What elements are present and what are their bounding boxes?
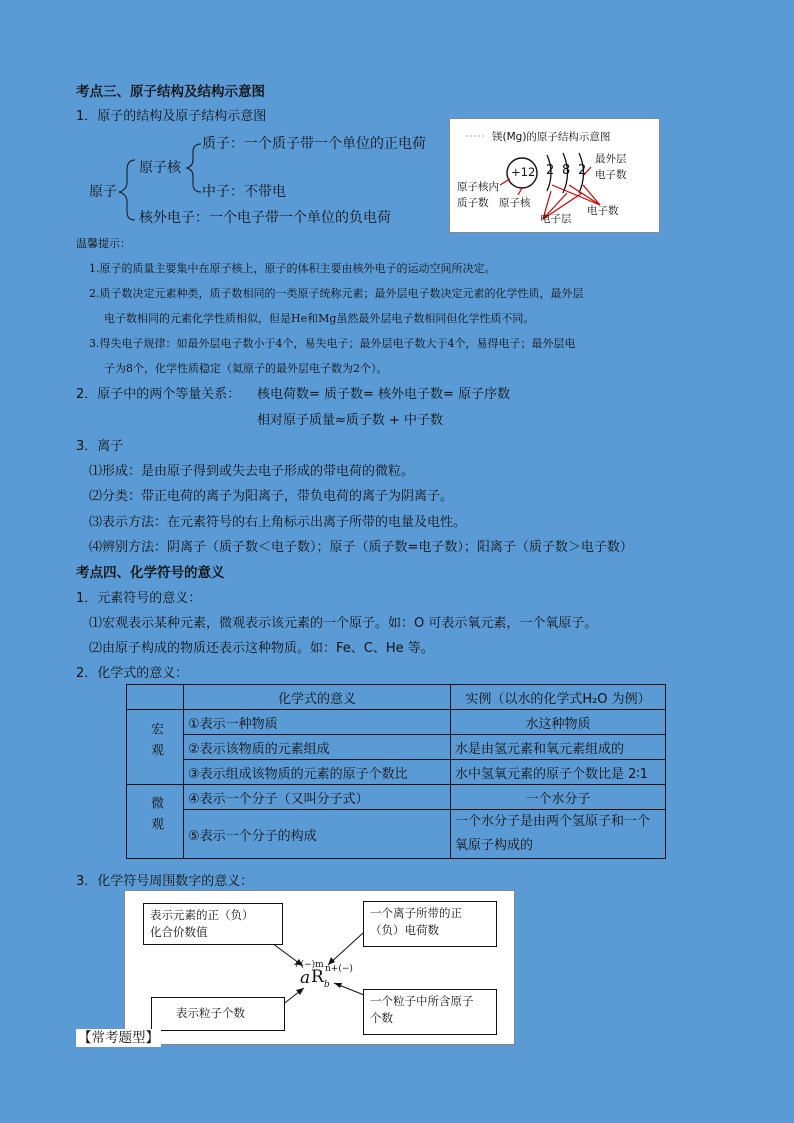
tips-title: 温馨提示： xyxy=(76,237,131,250)
table-row xyxy=(127,810,666,859)
table-cell-example: 水这种物质 xyxy=(451,710,666,735)
box-atom-count: 一个粒子中所含原子 个数 xyxy=(363,989,497,1035)
mg-diagram-title: 镁(Mg)的原子结构示意图 xyxy=(492,131,611,143)
table-row xyxy=(127,785,666,810)
electron-text: 核外电子：一个电子带一个单位的负电荷 xyxy=(139,210,391,226)
tips-line-1: 1.原子的质量主要集中在原子核上，原子的体积主要由核外电子的运动空间所决定。 xyxy=(89,262,496,275)
tips-line-3a: 3.得失电子规律：如最外层电子数小于4个，易失电子；最外层电子数大于4个，易得电子；最外层电 xyxy=(89,337,576,350)
mg-shell-3: 2 xyxy=(578,163,587,178)
table-cell-meaning: ⑤表示一个分子的构成 xyxy=(184,810,451,859)
table-cell-meaning: ③表示组成该物质的元素的原子个数比 xyxy=(184,760,451,785)
table-row xyxy=(127,760,666,785)
tips-line-3b: 子为8个，化学性质稳定（氦原子的最外层电子数为2个）。 xyxy=(104,362,388,375)
section3-title: 考点三、原子结构及结构示意图 xyxy=(76,84,265,100)
mg-label-shell: 电子层 xyxy=(540,213,572,225)
mg-label-nucleus: 原子核 xyxy=(499,197,531,209)
item3-point-2: ⑵分类：带正电荷的离子为阳离子，带负电荷的离子为阴离子。 xyxy=(89,489,454,504)
table-macro-label: 宏观 xyxy=(127,710,184,785)
mg-label-proton-count: 质子数 xyxy=(457,197,489,209)
footer-label: 【常考题型】 xyxy=(78,1030,159,1046)
nucleus-label: 原子核 xyxy=(139,160,181,176)
tips-line-2a: 2.质子数决定元素种类，质子数相同的一类原子统称元素；最外层电子数决定元素的化学性质，最外层 xyxy=(89,287,584,300)
table-cell-example: 水是由氢元素和氧元素组成的 xyxy=(451,735,666,760)
mg-label-electron-count-top: 电子数 xyxy=(595,169,627,181)
item2-equation-2: 相对原子质量≈质子数 + 中子数 xyxy=(257,413,444,428)
mg-shell-2: 8 xyxy=(562,163,571,178)
s4-item3-title: 3．化学符号周围数字的意义： xyxy=(76,874,254,889)
s4-item2-title: 2．化学式的意义： xyxy=(76,666,189,681)
proton-text: 质子：一个质子带一个单位的正电荷 xyxy=(202,136,426,152)
box-particle-count: 表示粒子个数 xyxy=(151,997,285,1031)
table-cell-meaning: ①表示一种物质 xyxy=(184,710,451,735)
tips-line-2b: 电子数相同的元素化学性质相似，但是He和Mg虽然最外层电子数相同但化学性质不同。 xyxy=(104,312,535,325)
table-row xyxy=(127,710,666,735)
mg-nucleus-charge: +12 xyxy=(511,165,536,179)
item1-title: 1．原子的结构及原子结构示意图 xyxy=(76,109,267,124)
box-valence: 表示元素的正（负） 化合价数值 xyxy=(143,903,283,945)
symbol-element: R xyxy=(311,967,324,987)
table-cell-example: 一个水分子是由两个氢原子和一个 氧原子构成的 xyxy=(451,810,666,859)
table-header-example: 实例（以水的化学式H₂O 为例） xyxy=(451,685,666,710)
symbol-subscript: b xyxy=(324,980,330,990)
table-cell-example: 水中氢氧元素的原子个数比是 2∶1 xyxy=(451,760,666,785)
mg-structure-diagram xyxy=(449,118,660,233)
s4-item1-point-1: ⑴宏观表示某种元素，微观表示该元素的一个原子。如：O 可表示氧元素，一个氧原子。 xyxy=(89,616,598,631)
mg-shell-1: 2 xyxy=(546,163,555,178)
item2-title: 2．原子中的两个等量关系： xyxy=(76,387,241,402)
table-micro-label: 微观 xyxy=(127,785,184,859)
section4-title: 考点四、化学符号的意义 xyxy=(76,565,225,581)
item3-point-1: ⑴形成：是由原子得到或失去电子形成的带电荷的微粒。 xyxy=(89,464,415,479)
symbol-coefficient: a xyxy=(300,968,311,988)
neutron-text: 中子：不带电 xyxy=(202,184,286,200)
chemical-symbol-diagram xyxy=(124,890,515,1045)
table-cell-example: 一个水分子 xyxy=(451,785,666,810)
mg-label-electron-count: 电子数 xyxy=(587,205,619,217)
mg-label-outermost: 最外层 xyxy=(595,153,627,165)
table-cell-meaning: ④表示一个分子（又叫分子式） xyxy=(184,785,451,810)
s4-item1-point-2: ⑵由原子构成的物质还表示这种物质。如：Fe、C、He 等。 xyxy=(89,641,434,656)
table-header-meaning: 化学式的意义 xyxy=(184,685,451,710)
symbol-superscript: n+(−) xyxy=(325,964,353,974)
s4-item1-title: 1．元素符号的意义： xyxy=(76,591,202,606)
atom-label: 原子 xyxy=(89,184,117,200)
item2-equation-1: 核电荷数= 质子数= 核外电子数= 原子序数 xyxy=(257,387,511,402)
item3-title: 3．离子 xyxy=(76,439,124,454)
box-ion-charge: 一个离子所带的正 （负）电荷数 xyxy=(363,901,497,947)
item3-point-4: ⑷辨别方法：阴离子（质子数＜电子数）；原子（质子数=电子数）；阳离子（质子数＞电子数） xyxy=(89,540,633,555)
table-row xyxy=(127,735,666,760)
symbol-valence-mark: +(−)m xyxy=(293,960,324,970)
mg-label-nucleus-inside: 原子核内 xyxy=(457,181,499,193)
item3-point-3: ⑶表示方法：在元素符号的右上角标示出离子所带的电量及电性。 xyxy=(89,515,467,530)
table-cell-meaning: ②表示该物质的元素组成 xyxy=(184,735,451,760)
chemical-formula-meaning-table xyxy=(126,684,666,859)
table-header-row xyxy=(127,685,666,710)
